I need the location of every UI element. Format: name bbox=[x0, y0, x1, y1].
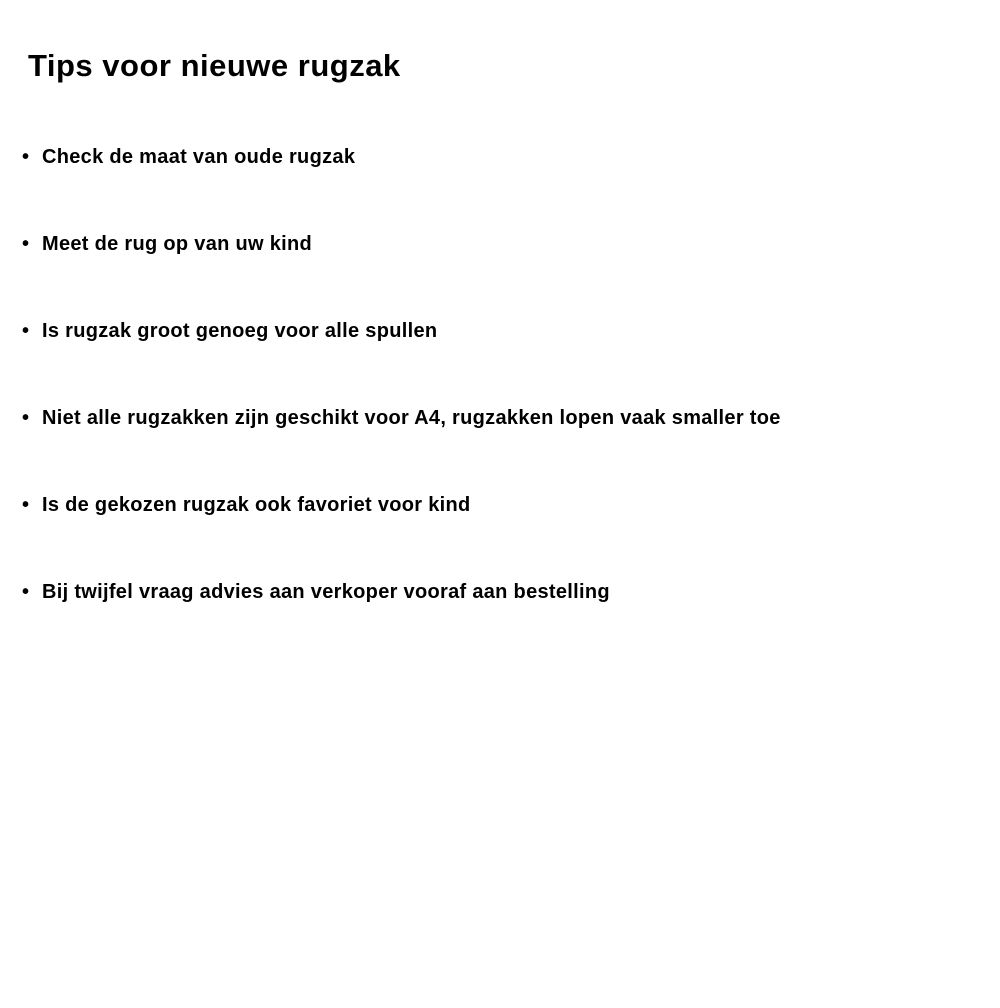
list-item bbox=[22, 495, 781, 516]
list-item-text: Bij twijfel vraag advies aan verkoper vooraf aan bestelling bbox=[42, 581, 610, 603]
bullet-icon: • bbox=[22, 407, 30, 429]
list-item-text: Meet de rug op van uw kind bbox=[42, 233, 313, 255]
bullet-icon: • bbox=[22, 146, 30, 168]
list-item-text: Niet alle rugzakken zijn geschikt voor A4, rugzakken lopen vaak smaller toe bbox=[42, 407, 781, 429]
list-item-text: Is de gekozen rugzak ook favoriet voor kind bbox=[42, 494, 471, 516]
list-item bbox=[22, 147, 781, 168]
bullet-icon: • bbox=[22, 233, 30, 255]
page-title: Tips voor nieuwe rugzak bbox=[28, 48, 401, 83]
tips-list bbox=[22, 147, 781, 669]
list-item bbox=[22, 582, 781, 603]
list-item bbox=[22, 321, 781, 342]
list-item bbox=[22, 234, 781, 255]
bullet-icon: • bbox=[22, 494, 30, 516]
list-item bbox=[22, 408, 781, 429]
bullet-icon: • bbox=[22, 320, 30, 342]
list-item-text: Is rugzak groot genoeg voor alle spullen bbox=[42, 320, 438, 342]
list-item-text: Check de maat van oude rugzak bbox=[42, 146, 356, 168]
bullet-icon: • bbox=[22, 581, 30, 603]
